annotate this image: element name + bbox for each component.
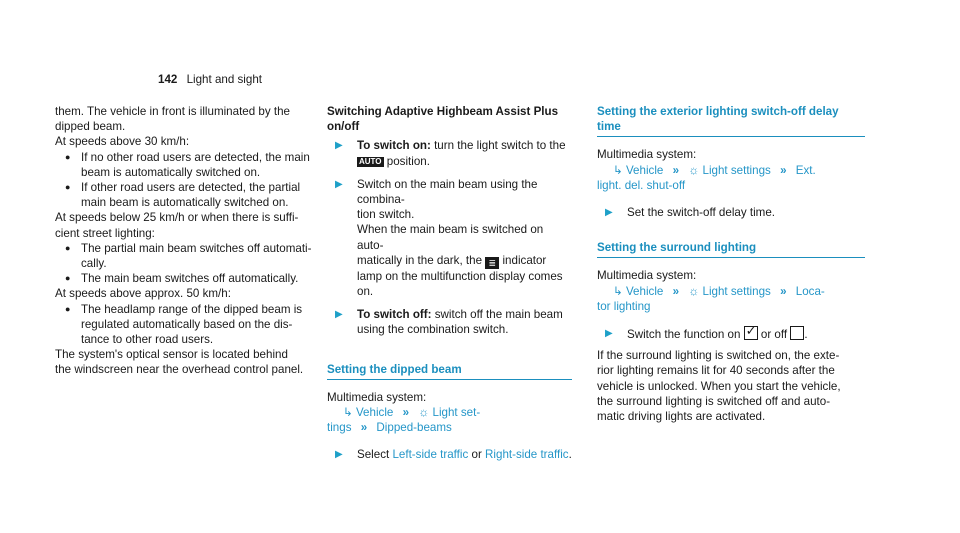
- speed-condition: cient street lighting:: [55, 226, 155, 240]
- speed-condition: At speeds below 25 km/h or when there is suffi-: [55, 211, 299, 225]
- page-number: 142: [158, 73, 178, 86]
- path-arrow-icon: ↳: [343, 406, 353, 420]
- step-text: position.: [383, 154, 430, 168]
- menu-link-light-settings[interactable]: tings: [327, 421, 352, 435]
- column-1: [55, 104, 315, 378]
- light-settings-icon: ☼: [688, 283, 700, 298]
- unchecked-box-icon[interactable]: [790, 326, 804, 340]
- light-settings-icon: ☼: [418, 405, 430, 420]
- speed-condition: At speeds above 30 km/h:: [55, 135, 190, 149]
- outro-line: the windscreen near the overhead control panel.: [55, 363, 304, 377]
- step-label: To switch on:: [357, 139, 431, 153]
- multimedia-label: Multimedia system:: [327, 390, 427, 404]
- section-title: Light and sight: [186, 73, 262, 86]
- menu-link-light-settings[interactable]: Light settings: [702, 163, 771, 177]
- action-arrow-icon: ▶: [335, 140, 343, 152]
- step-text: Switch on the main beam using the combina-: [357, 177, 538, 207]
- option-left-side-traffic[interactable]: Left-side traffic: [392, 448, 469, 462]
- action-arrow-icon: ▶: [335, 178, 343, 190]
- chevron-icon: »: [672, 163, 680, 177]
- step-text: switch off the main beam: [431, 308, 563, 322]
- main-beam-icon: ≣: [485, 257, 499, 269]
- action-step: [327, 138, 572, 168]
- list-item: [65, 150, 315, 180]
- list-item: [65, 241, 315, 271]
- chevron-icon: »: [780, 284, 787, 298]
- menu-path: [597, 284, 865, 299]
- menu-link-vehicle[interactable]: Vehicle: [625, 163, 664, 177]
- list-text: beam is automatically switched on.: [81, 165, 261, 179]
- list-text: If no other road users are detected, the main: [81, 150, 310, 164]
- page-header: [158, 72, 262, 87]
- menu-link-vehicle[interactable]: Vehicle: [355, 406, 394, 420]
- menu-path: [327, 420, 572, 435]
- step-text: Switch the function on: [627, 328, 744, 342]
- list-text: regulated automatically based on the dis-: [81, 317, 293, 331]
- outro-line: The system's optical sensor is located behind: [55, 348, 288, 362]
- action-step: [597, 205, 865, 220]
- chevron-icon: »: [402, 406, 410, 420]
- path-arrow-icon: ↳: [613, 163, 623, 177]
- column-3: [597, 104, 865, 424]
- action-step: [327, 447, 572, 462]
- step-text: When the main beam is switched on auto-: [357, 223, 544, 252]
- list-text: The headlamp range of the dipped beam is: [81, 302, 303, 316]
- list-text: main beam is automatically switched on.: [81, 196, 289, 210]
- menu-link-ext-light[interactable]: light. del. shut-off: [597, 178, 686, 192]
- outro-line: vehicle is unlocked. When you start the vehicle,: [597, 379, 841, 393]
- step-text: Select: [357, 448, 393, 462]
- action-step: [597, 326, 865, 342]
- step-text: Set the switch-off delay time.: [627, 206, 775, 220]
- list-text: If other road users are detected, the partial: [81, 181, 301, 195]
- list-item: [65, 302, 315, 348]
- step-text: or off: [757, 328, 791, 342]
- menu-link-light-settings[interactable]: Light settings: [702, 284, 771, 298]
- menu-path: [327, 405, 572, 420]
- checked-box-icon[interactable]: [744, 326, 758, 340]
- section-heading: Setting the dipped beam: [327, 362, 572, 380]
- list-item: [65, 271, 315, 286]
- outro-line: rior lighting remains lit for 40 seconds after the: [597, 364, 835, 378]
- menu-link-locator-lighting[interactable]: tor lighting: [597, 299, 651, 313]
- action-arrow-icon: ▶: [335, 449, 343, 461]
- outro-line: the surround lighting is switched off and auto-: [597, 394, 831, 408]
- chevron-icon: »: [360, 421, 368, 435]
- action-arrow-icon: ▶: [335, 309, 343, 321]
- list-text: The partial main beam switches off automati-: [81, 241, 312, 255]
- menu-link-dipped-beams[interactable]: Dipped-beams: [376, 421, 452, 435]
- bullet-icon: ●: [65, 182, 71, 193]
- action-step: [327, 177, 572, 299]
- bullet-icon: ●: [65, 242, 71, 253]
- step-text: matically in the dark, the: [357, 253, 483, 267]
- list-item: [65, 180, 315, 210]
- speed-condition: At speeds above approx. 50 km/h:: [55, 287, 231, 301]
- step-text: lamp on the multifunction display comes on.: [357, 269, 563, 299]
- section-heading: Setting the exterior lighting switch-off delay time: [597, 104, 865, 137]
- step-text: .: [568, 448, 572, 462]
- list-text: tance to other road users.: [81, 333, 214, 347]
- subsection-title: Switching Adaptive Highbeam Assist Plus: [327, 105, 559, 118]
- auto-icon: AUTO: [359, 156, 382, 166]
- step-text: .: [804, 328, 808, 342]
- multimedia-label: Multimedia system:: [597, 148, 697, 162]
- step-text: or: [468, 448, 486, 462]
- action-arrow-icon: ▶: [605, 207, 613, 219]
- path-arrow-icon: ↳: [613, 284, 623, 298]
- menu-link-light-settings[interactable]: Light set-: [432, 406, 481, 420]
- menu-link-ext-light[interactable]: Ext.: [795, 163, 816, 177]
- outro-line: If the surround lighting is switched on, the exte-: [597, 349, 840, 363]
- list-text: The main beam switches off automatically.: [81, 272, 299, 286]
- multimedia-label: Multimedia system:: [597, 269, 697, 283]
- column-2: [327, 104, 572, 463]
- menu-link-vehicle[interactable]: Vehicle: [625, 284, 664, 298]
- bullet-icon: ●: [65, 303, 71, 314]
- action-arrow-icon: ▶: [605, 328, 613, 340]
- menu-link-locator-lighting[interactable]: Loca-: [795, 284, 825, 298]
- bullet-icon: ●: [65, 151, 71, 162]
- list-text: cally.: [81, 257, 107, 271]
- step-text: indicator: [499, 253, 547, 267]
- light-settings-icon: ☼: [688, 162, 700, 177]
- intro-line: dipped beam.: [55, 120, 126, 134]
- chevron-icon: »: [672, 284, 680, 298]
- action-step: [327, 307, 572, 337]
- step-text: turn the light switch to the: [430, 139, 566, 153]
- chevron-icon: »: [780, 163, 787, 177]
- step-text: using the combination switch.: [357, 323, 509, 337]
- bullet-icon: ●: [65, 273, 71, 284]
- intro-line: them. The vehicle in front is illuminated by the: [55, 105, 290, 118]
- step-text: tion switch.: [357, 208, 415, 222]
- subsection-title: on/off: [327, 120, 360, 134]
- section-heading: Setting the surround lighting: [597, 240, 865, 258]
- option-right-side-traffic[interactable]: Right-side traffic: [485, 448, 569, 462]
- outro-line: matic driving lights are activated.: [597, 410, 766, 424]
- menu-path: [597, 163, 865, 178]
- step-label: To switch off:: [357, 308, 432, 322]
